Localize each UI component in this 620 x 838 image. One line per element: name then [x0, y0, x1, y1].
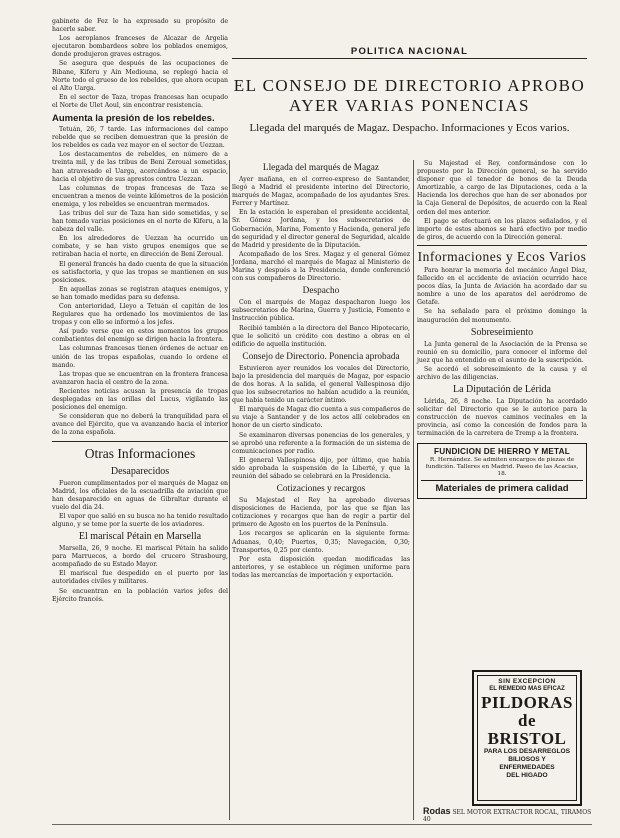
headline-line-2: AYER VARIAS PONENCIAS [289, 96, 530, 115]
article-paragraph: Se acordó el sobreseimiento de la causa y el archivo de las diligencias. [417, 365, 587, 381]
article-paragraph: Las columnas francesas tienen órdenes de actuar en unión de las tropas españolas, cuando lo ordene el mando. [52, 345, 228, 369]
advertisement-foundry [417, 443, 587, 500]
ad-text: R. Hernández. Se admiten encargos de piezas de fundición. Talleres en Madrid. Paseo de las Acacias, 18. [425, 456, 579, 478]
article-paragraph: Ayer mañana, en el correo-expreso de Santander, llegó a Madrid el presidente interino del Directorio, marqués de Magaz, acompañado de los ayudantes Sres. Ferrer y Martínez. [232, 176, 410, 208]
ad-claim-line: DEL HIGADO [506, 771, 548, 779]
article-heading: Despacho [302, 286, 340, 297]
article-paragraph: El general francés ha dado cuenta de que la situación es satisfactoria, y que las tropas se mantienen en sus posiciones. [52, 260, 228, 284]
article-paragraph: Las tribus del sur de Taza han sido sometidas, y se han tomado varias posiciones en el norte de Kiferu, a la cabeza del valle. [52, 209, 228, 234]
page-footer-rule [52, 824, 592, 825]
bottom-ad-word: Rodas [423, 806, 451, 816]
article-paragraph: Su Majestad el Rey ha aprobado diversas disposiciones de Hacienda, por las que se fijan las cotizaciones y recargos que han de regir a partir del primero de Agosto en los puertos de la Península. [232, 497, 410, 529]
headline-subhead: Llegada del marqués de Magaz. Despacho. Informaciones y Ecos varios. [249, 122, 570, 134]
article-paragraph: Se consideran que no deberá la tranquilidad para el avance del Ejército, que va avanzando hacia el interior de la zona española. [52, 413, 228, 437]
column-right [417, 160, 587, 499]
ad-claim-line: BILIOSOS Y ENFERMEDADES [499, 755, 555, 771]
article-paragraph: Se asegura que después de las ocupaciones de Bibane, Kiferu y Ain Mediouna, se replegó hacia el Norte todo el grueso de los rebeldes, que ahora ocupan el Alto Uarga. [52, 60, 228, 92]
article-paragraph: Para honrar la memoria del mecánico Ángel Díaz, fallecido en el accidente de aviación ocurrido hace pocos días, la Junta de Aviación ha acordado dar su nombre a uno de los aparatos del aeródromo de Getafe. [417, 266, 587, 307]
column-divider-left [229, 160, 230, 820]
article-paragraph: Con el marqués de Magaz despacharon luego los subsecretarios de Marina, Guerra y Justicia, Fomento e Instrucción pública. [232, 299, 410, 323]
ad-product-name: PILDORAS [481, 692, 573, 712]
ad-title: FUNDICION DE HIERRO Y METAL [434, 446, 570, 456]
article-heading: Aumenta la presión de los rebeldes. [52, 113, 215, 125]
column-divider-right [413, 160, 414, 820]
article-heading: Cotizaciones y recargos [276, 484, 366, 495]
article-paragraph: Se examinaron diversas ponencias de los generales, y se aprobó una referente a la formación de un sistema de comunicaciones por radio. [232, 431, 410, 455]
article-paragraph: Marsella, 26, 9 noche. El mariscal Pétain ha salido para Marruecos, a bordo del crucero Strasbourg, acompañado de su Estado Mayor. [52, 545, 228, 569]
article-paragraph: Estuvieron ayer reunidos los vocales del Directorio, bajo la presidencia del marqués de Magaz, por espacio de dos horas. A la salida, el general Vallespinosa dijo que los subsecretarios no habían acudido a la reunión, que había tenido un carácter íntimo. [232, 364, 410, 405]
column-middle [232, 160, 410, 581]
article-paragraph: Por esta disposición quedan modificadas las anteriores, y se establece un régimen uniforme para todas las mercancías de importación y exportación. [232, 555, 410, 579]
article-paragraph: En el sector de Taza, tropas francesas han ocupado el Norte de Ulet Aoul, sin encontrar resistencia. [52, 93, 228, 109]
section-rule [232, 58, 587, 59]
bottom-ad-line [423, 808, 593, 823]
article-heading: Otras Informaciones [84, 445, 196, 461]
ad-inner-frame [477, 675, 577, 801]
article-paragraph: Los aeroplanos franceses de Alcazar de Argelia ejecutaron bombardeos sobre los poblados enemigos, donde produjeron graves estragos. [52, 35, 228, 59]
article-paragraph: Tetuán, 26, 7 tarde. Las informaciones del campo rebelde que se reciben demuestran que la presión de los rebeldes es cada vez mayor en el sector de Uezzan. [52, 126, 228, 150]
article-paragraph: Los destacamentos de rebeldes, en número de a treinta mil, y de las tribus de Beni Zeroual sometidas, han atravesado el Uarga, acercándose a un espacio, hacia el objetivo de sus aprestos contra Uezzan. [52, 151, 228, 183]
article-paragraph: Las columnas de tropas francesas de Taza se encuentran a menos de veinte kilómetros de la posición enemiga, y los rebeldes se encuentran mermados. [52, 184, 228, 208]
article-heading: Informaciones y Ecos Varios [417, 248, 587, 264]
article-paragraph: Así pudo verse que en estos momentos los grupos combatientes del enemigo se dirigen hacia la frontera. [52, 328, 228, 344]
article-paragraph: El pago se efectuará en los plazos señalados, y el importe de estos abonos se hará efectivo por medio de giros, de acuerdo con la Dirección general. [417, 217, 587, 241]
article-subheading: Desaparecidos [110, 465, 170, 477]
article-paragraph: gabinete de Fez le ha expresado su propósito de hacerle saber. [52, 18, 228, 34]
article-paragraph: En aquellas zonas se registran ataques enemigos, y se han tomado medidas para su defensa. [52, 285, 228, 301]
article-paragraph: Los recargos se aplicarán en la siguiente forma: Aduanas, 0,40; Puertos, 0,35; Navegación, 0,30; Transportes, 0,25 por ciento. [232, 530, 410, 554]
article-heading: Llegada del marqués de Magaz [262, 163, 380, 173]
article-paragraph: Se encuentran en la población varios jefes del Ejército francés. [52, 587, 228, 603]
section-rule [417, 245, 587, 246]
article-subheading: La Diputación de Lérida [452, 384, 551, 396]
bottom-ad-text: SEL MOTOR EXTRACTOR ROCAL, TIRAMOS 40 [423, 809, 592, 823]
article-heading: Consejo de Directorio. Ponencia aprobada [242, 351, 400, 362]
article-paragraph: La Junta general de la Asociación de la Prensa se reunió en su domicilio, para conocer el informe del juez que ha entendido en el asunto de la suscripción. [417, 340, 587, 364]
article-paragraph: El general Vallespinosa dijo, por último, que había sido aprobada la suspensión de la Liberté, y que la reunión del sábado se celebrará en la Presidencia. [232, 456, 410, 480]
article-paragraph: El marqués de Magaz dio cuenta a sus compañeros de su viaje a Santander y de los actos allí celebrados en honor de un cierto sindicato. [232, 406, 410, 430]
headline-line-1: EL CONSEJO DE DIRECTORIO APROBO [233, 76, 586, 95]
article-subheading: El mariscal Pétain en Marsella [78, 531, 202, 543]
ad-product-brand: de BRISTOL [487, 710, 567, 748]
ad-footer: Materiales de primera calidad [421, 480, 583, 495]
ad-top-line: SIN EXCEPCION [498, 678, 556, 685]
article-paragraph: Con anterioridad, Lleyo a Tetuán el capitán de los Regulares que ha ordenado los movimientos de las tropas y con ello se informó a los jefes. [52, 303, 228, 327]
article-paragraph: El vapor que salió en su busca no ha tenido resultado alguno, y se teme por la suerte de los aviadores. [52, 512, 228, 528]
article-paragraph: Su Majestad el Rey, conformándose con lo propuesto por la Dirección general, se ha servido disponer que el tenedor de bonos de la Deuda Amortizable, a cargo de las Diputaciones, ceda a la Hacienda los derechos que han de ser abonados por la Caja General de Depósitos, de acuerdo con la Real orden del mes anterior. [417, 160, 587, 216]
article-subheading: Sobreseimiento [470, 326, 534, 338]
article-paragraph: Fueron cumplimentados por el marqués de Magaz en Madrid, los oficiales de la escuadrilla de aviación que han desaparecido en aguas de Gibraltar durante el vuelo del día 24. [52, 479, 228, 511]
section-title: POLITICA NACIONAL [350, 46, 469, 57]
article-paragraph: Se ha señalado para el próximo domingo la inauguración del monumento. [417, 308, 587, 324]
ad-claim-line: PARA LOS DESARREGLOS [483, 747, 571, 755]
article-paragraph: Las tropas que se encuentran en la frontera francesa avanzaron hacia el centro de la zona. [52, 370, 228, 386]
section-rule [52, 441, 228, 442]
article-paragraph: El mariscal fue despedido en el puerto por las autoridades civiles y militares. [52, 570, 228, 586]
article-paragraph: En los alrededores de Uezzan ha ocurrido un combate, y se han visto grupos enemigos que se retiraban hacia el norte, en dirección de Beni Zeroual. [52, 235, 228, 259]
article-paragraph: Recientes noticias acusan la presencia de tropas desplegadas en las orillas del Lucus, vigilando las posiciones del enemigo. [52, 387, 228, 412]
column-left [52, 18, 228, 605]
article-paragraph: Acompañado de los Sres. Magaz y el general Gómez Jordana, marchó el marqués de Magaz al Ministerio de Marina y después a la Presidencia, donde conferenció con sus compañeros de Directorio. [232, 250, 410, 283]
article-paragraph: Recibió también a la directora del Banco Hipotecario, que le solicitó un crédito con destino a obras en el edificio de aquella institución. [232, 324, 410, 348]
ad-small-line: EL REMEDIO MAS EFICAZ [489, 686, 565, 692]
advertisement-pills [472, 670, 582, 806]
article-paragraph: En la estación le esperaban el presidente accidental, Sr. Gómez Jordana, y los subsecretarios de Gobernación, Marina, Fomento y Hacienda, general jefe de seguridad y el director general de Seguridad, alcalde de Madrid y presidente de la Diputación. [232, 209, 410, 249]
article-paragraph: Lérida, 26, 8 noche. La Diputación ha acordado solicitar del Directorio que se le autorice para la construcción de nuevos caminos vecinales en la provincia, así como la concesión de fondos para la terminación de la carretera de Tremp a la frontera. [417, 398, 587, 438]
